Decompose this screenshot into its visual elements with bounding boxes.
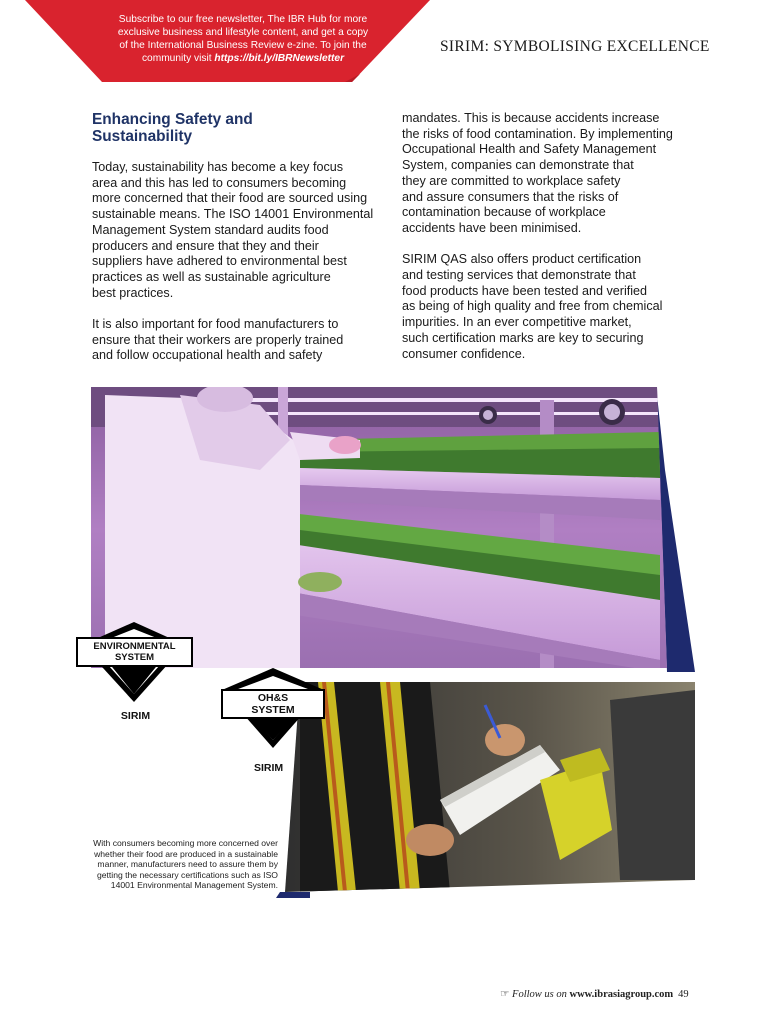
right-paragraph-1: mandates. This is because accidents increase the risks of food contamination. By implementing Occupational Health and Safety Management System, companies can demonstrate that they are committed to workplace safety and assure consumers that the risks of contamination because of workplace accidents have been minimised.	[402, 111, 673, 235]
ohs-badge-text	[222, 692, 324, 716]
env-badge-brand: SIRIM	[120, 710, 151, 722]
safety-worker-photo	[285, 682, 695, 892]
right-paragraph-2: SIRIM QAS also offers product certification and testing services that demonstrate that food products have been tested and verified as being of high quality and free from chemical impurities. In an ever competitive market, such certification marks are key to securing consumer confidence.	[402, 252, 663, 361]
banner-line-3: of the International Business Review e-zine. To join the	[119, 40, 367, 51]
banner-line-4	[108, 52, 378, 65]
newsletter-link[interactable]: https://bit.ly/IBRNewsletter	[214, 53, 345, 64]
banner-line-4-prefix: community visit	[141, 53, 215, 64]
left-paragraph-2: It is also important for food manufacturers to ensure that their workers are properly trained and follow occupational health and safety	[92, 317, 344, 363]
photo-caption: With consumers becoming more concerned over whether their food are produced in a sustainable manner, manufacturers need to assure them by getting the necessary certifications such as ISO 14001 Environmental Management System.	[93, 838, 278, 891]
env-badge-text	[77, 641, 192, 663]
env-badge-line-2: SYSTEM	[114, 652, 155, 663]
left-paragraph-1: Today, sustainability has become a key focus area and this has led to consumers becoming more concerned that their food are sourced using sustainable means. The ISO 14001 Environmental Management System standard audits food producers and ensure that they and their suppliers have adhered to environmental best practices as well as sustainable agriculture best practices.	[92, 160, 374, 300]
article-left-column	[92, 111, 390, 380]
page-footer	[500, 988, 689, 1000]
ohs-badge-line-1: OH&S	[257, 692, 289, 704]
navy-accent-bottom	[276, 892, 310, 898]
section-heading: Enhancing Safety and Sustainability	[92, 111, 253, 145]
ohs-badge-brand: SIRIM	[254, 762, 284, 774]
footer-follow-text: Follow us on	[512, 989, 570, 1000]
page-header-title: SIRIM: SYMBOLISING EXCELLENCE	[440, 38, 710, 55]
pointing-hand-icon: ☞	[500, 989, 510, 1000]
banner-line-2: exclusive business and lifestyle content, and get a copy	[117, 27, 369, 38]
vertical-farm-photo	[91, 384, 667, 672]
newsletter-banner	[108, 13, 378, 65]
env-badge-line-1: ENVIRONMENTAL	[93, 641, 176, 652]
article-right-column	[402, 111, 702, 378]
banner-line-1: Subscribe to our free newsletter, The IBR Hub for more	[118, 14, 368, 25]
page-number: 49	[678, 989, 689, 1000]
footer-url[interactable]: www.ibrasiagroup.com	[569, 989, 674, 1000]
ohs-badge-line-2: SYSTEM	[251, 704, 295, 716]
